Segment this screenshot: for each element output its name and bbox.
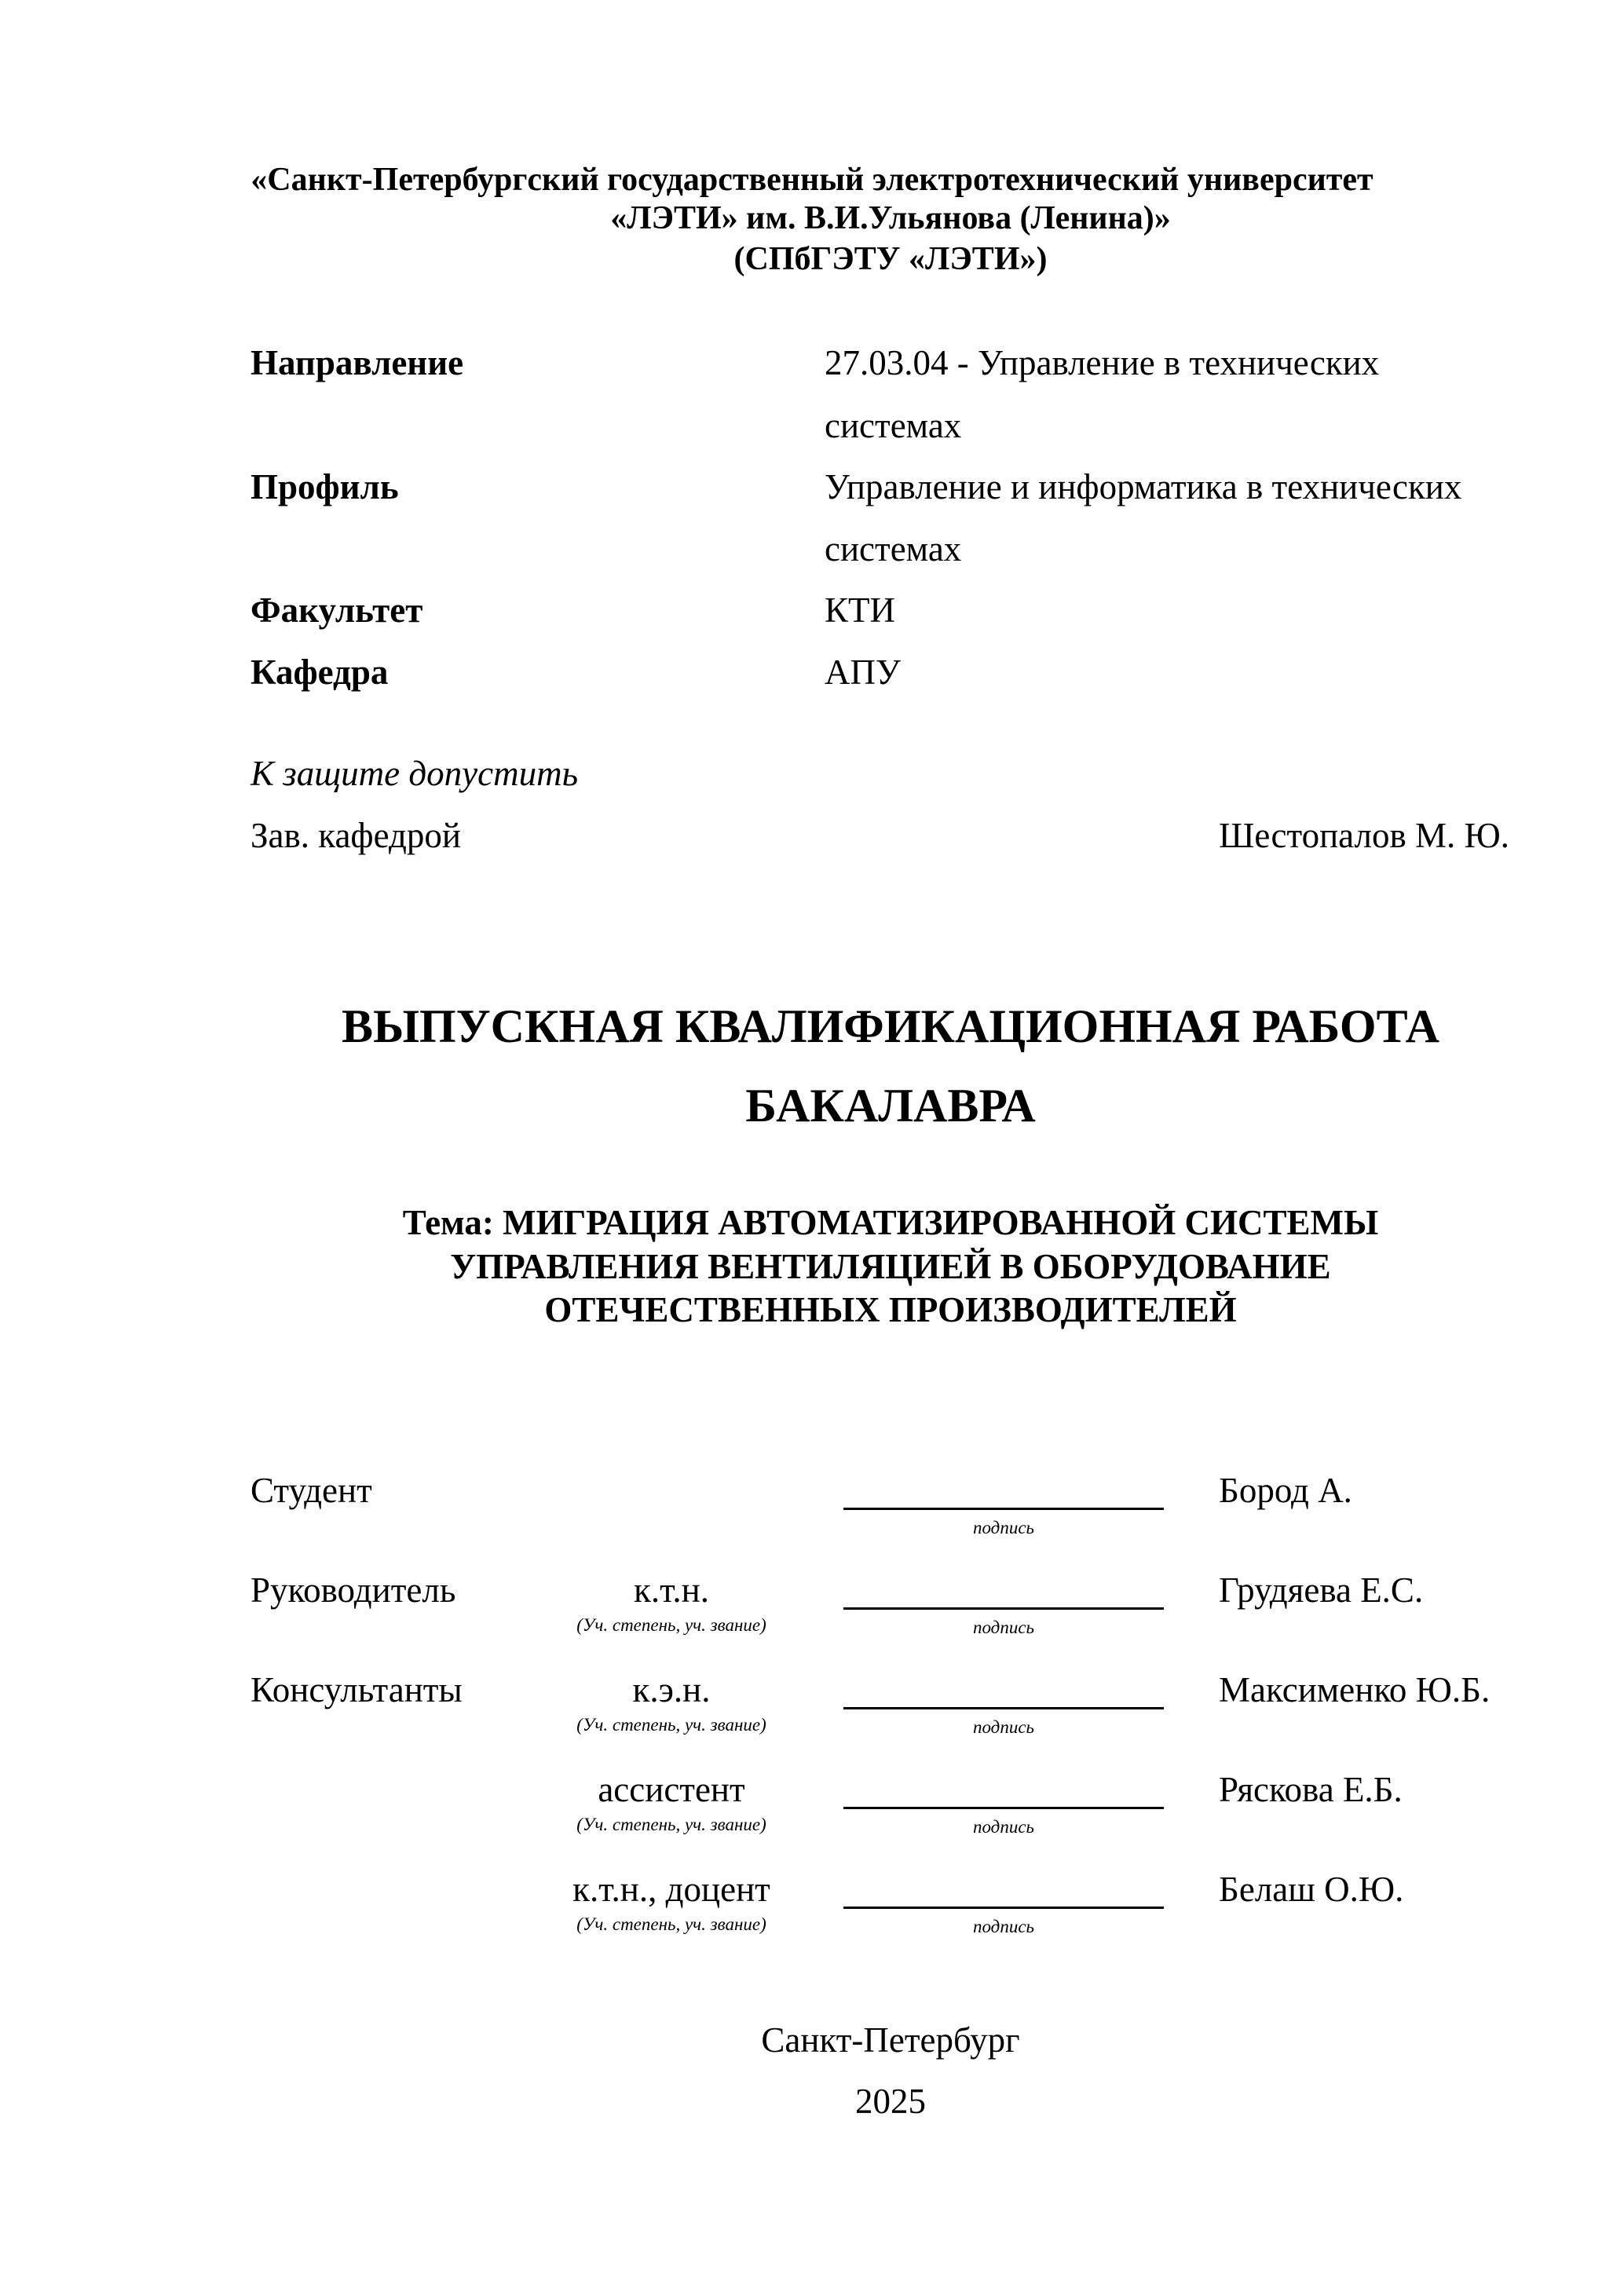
info-label-profile: Профиль bbox=[251, 467, 399, 506]
info-label-direction: Направление bbox=[251, 343, 464, 382]
signature-hint: подпись bbox=[972, 1518, 1034, 1537]
signature-line bbox=[843, 1807, 1164, 1809]
signature-line bbox=[843, 1607, 1164, 1610]
info-value-profile: Управление и информатика в технических bbox=[825, 467, 1462, 506]
university-name: «Санкт-Петербургский государственный электротехнический университет bbox=[251, 162, 1373, 198]
signature-rank: ассистент bbox=[598, 1770, 745, 1809]
admit-label: К защите допустить bbox=[251, 754, 579, 793]
theme-line2: УПРАВЛЕНИЯ ВЕНТИЛЯЦИЕЙ В ОБОРУДОВАНИЕ bbox=[450, 1247, 1331, 1286]
info-value-faculty: КТИ bbox=[825, 590, 895, 630]
info-label-faculty: Факультет bbox=[251, 590, 423, 630]
signature-rank-hint: (Уч. степень, уч. звание) bbox=[576, 1715, 766, 1735]
theme-line3: ОТЕЧЕСТВЕННЫХ ПРОИЗВОДИТЕЛЕЙ bbox=[544, 1290, 1237, 1329]
signature-name: Бород А. bbox=[1219, 1471, 1352, 1510]
signature-role: Консультанты bbox=[251, 1670, 463, 1709]
signature-name: Грудяева Е.С. bbox=[1219, 1570, 1424, 1610]
document-title-line2: БАКАЛАВРА bbox=[745, 1080, 1036, 1132]
signature-line bbox=[843, 1707, 1164, 1709]
signature-line bbox=[843, 1907, 1164, 1909]
signature-hint: подпись bbox=[972, 1817, 1034, 1837]
signature-line bbox=[843, 1508, 1164, 1510]
info-label-department: Кафедра bbox=[251, 653, 389, 692]
signature-rank-hint: (Уч. степень, уч. звание) bbox=[576, 1914, 766, 1934]
year: 2025 bbox=[855, 2082, 926, 2121]
signature-name: Максименко Ю.Б. bbox=[1219, 1670, 1490, 1709]
university-abbr: (СПбГЭТУ «ЛЭТИ») bbox=[733, 241, 1048, 277]
city: Санкт-Петербург bbox=[761, 2020, 1020, 2060]
signature-role: Руководитель bbox=[251, 1570, 456, 1610]
info-value-profile-cont: системах bbox=[825, 529, 962, 569]
signature-hint: подпись bbox=[972, 1917, 1034, 1936]
info-value-department: АПУ bbox=[825, 653, 901, 692]
signature-hint: подпись bbox=[972, 1618, 1034, 1637]
signature-rank: к.э.н. bbox=[632, 1670, 711, 1709]
signature-name: Белаш О.Ю. bbox=[1219, 1870, 1404, 1909]
signature-rank-hint: (Уч. степень, уч. звание) bbox=[576, 1815, 766, 1834]
head-name: Шестопалов М. Ю. bbox=[1219, 816, 1509, 855]
document-title: ВЫПУСКНАЯ КВАЛИФИКАЦИОННАЯ РАБОТА bbox=[342, 1000, 1439, 1052]
signature-rank-hint: (Уч. степень, уч. звание) bbox=[576, 1615, 766, 1635]
signature-role: Студент bbox=[251, 1471, 372, 1510]
signature-rank: к.т.н., доцент bbox=[572, 1870, 770, 1909]
head-label: Зав. кафедрой bbox=[251, 816, 461, 855]
signature-hint: подпись bbox=[972, 1717, 1034, 1737]
signature-name: Ряскова Е.Б. bbox=[1219, 1770, 1403, 1809]
info-value-direction: 27.03.04 - Управление в технических bbox=[825, 343, 1380, 382]
info-value-direction-cont: системах bbox=[825, 406, 962, 445]
theme-line1: Тема: МИГРАЦИЯ АВТОМАТИЗИРОВАННОЙ СИСТЕМЫ bbox=[402, 1203, 1379, 1242]
university-name-line2: «ЛЭТИ» им. В.И.Ульянова (Ленина)» bbox=[610, 200, 1171, 236]
signature-rank: к.т.н. bbox=[634, 1570, 709, 1610]
